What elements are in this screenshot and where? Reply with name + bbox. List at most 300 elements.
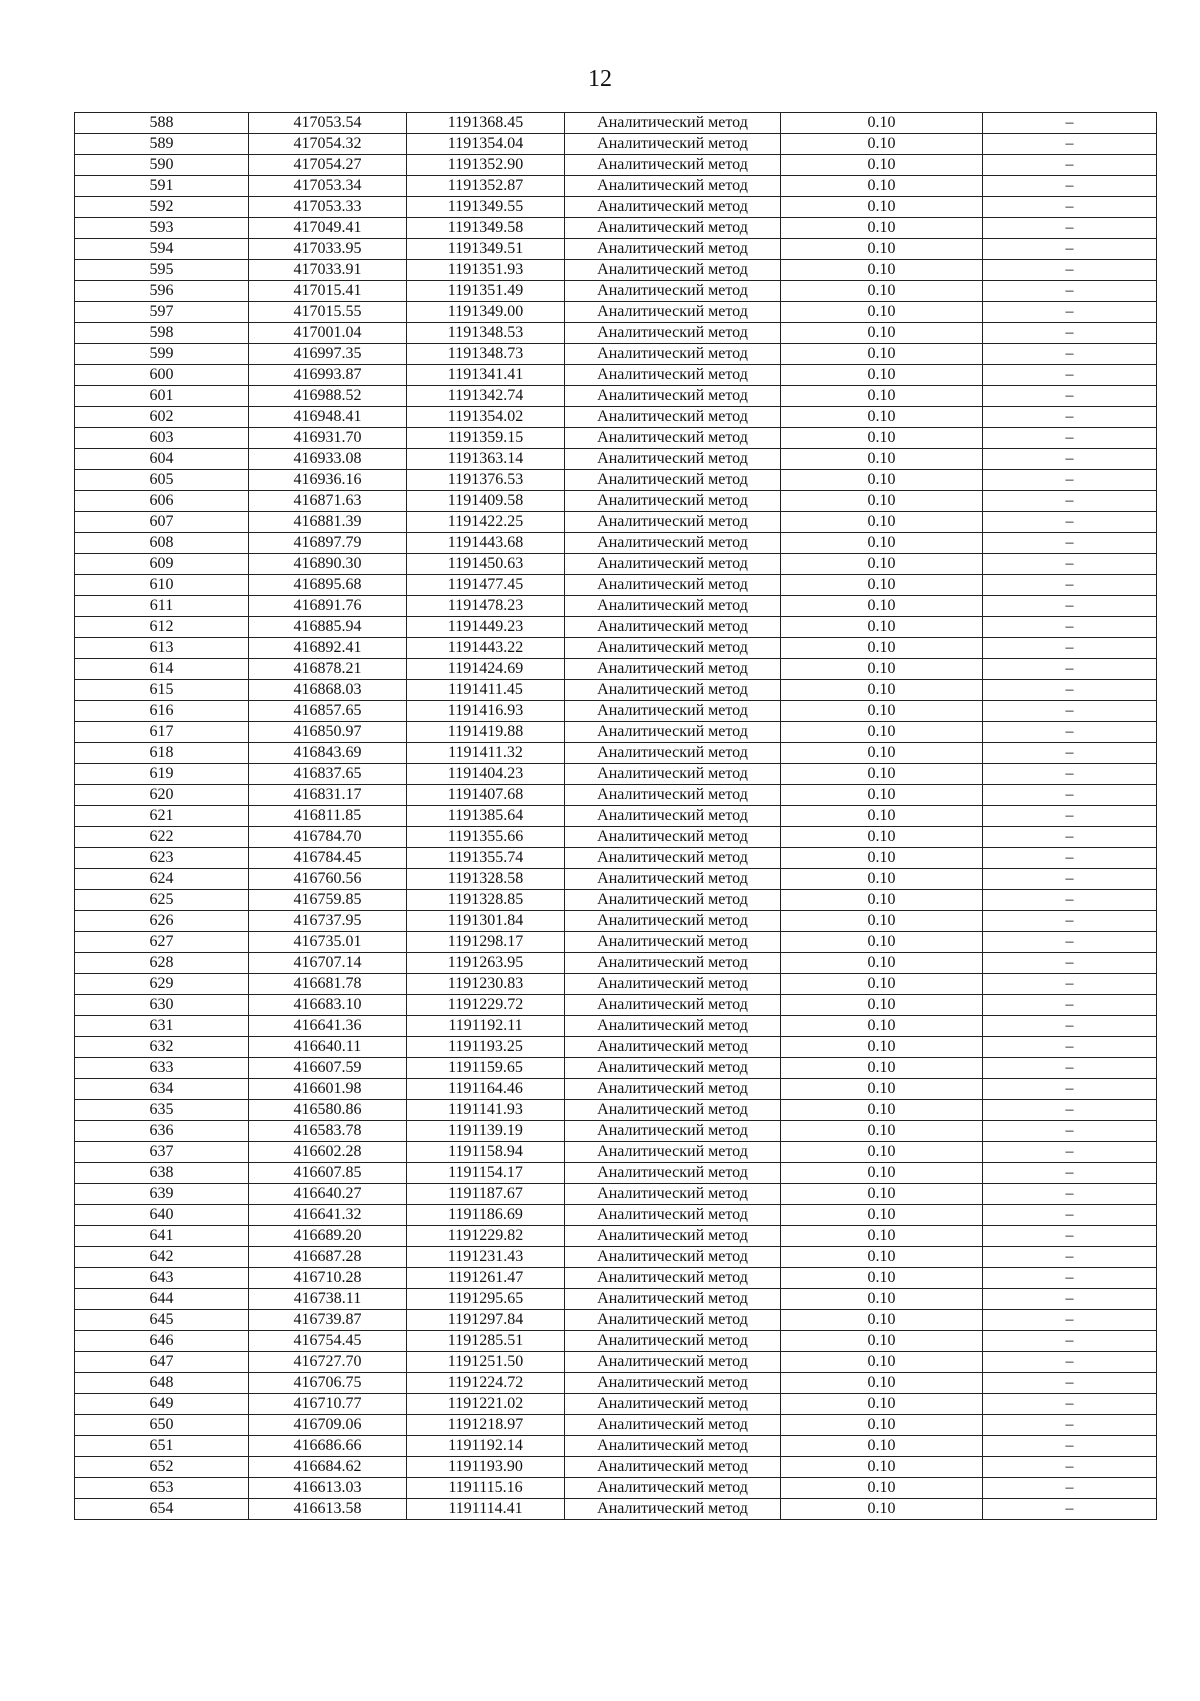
accuracy-cell: 0.10 <box>781 1016 983 1037</box>
x-coordinate-cell: 416784.45 <box>249 848 407 869</box>
point-number-cell: 611 <box>75 596 249 617</box>
x-coordinate-cell: 416709.06 <box>249 1415 407 1436</box>
point-number-cell: 614 <box>75 659 249 680</box>
y-coordinate-cell: 1191404.23 <box>407 764 565 785</box>
method-cell: Аналитический метод <box>565 1289 781 1310</box>
note-cell: – <box>983 1436 1157 1457</box>
x-coordinate-cell: 416681.78 <box>249 974 407 995</box>
x-coordinate-cell: 416993.87 <box>249 365 407 386</box>
y-coordinate-cell: 1191193.25 <box>407 1037 565 1058</box>
accuracy-cell: 0.10 <box>781 491 983 512</box>
x-coordinate-cell: 416641.36 <box>249 1016 407 1037</box>
point-number-cell: 607 <box>75 512 249 533</box>
y-coordinate-cell: 1191187.67 <box>407 1184 565 1205</box>
point-number-cell: 608 <box>75 533 249 554</box>
note-cell: – <box>983 470 1157 491</box>
note-cell: – <box>983 1100 1157 1121</box>
method-cell: Аналитический метод <box>565 617 781 638</box>
note-cell: – <box>983 197 1157 218</box>
method-cell: Аналитический метод <box>565 1037 781 1058</box>
note-cell: – <box>983 1037 1157 1058</box>
point-number-cell: 651 <box>75 1436 249 1457</box>
x-coordinate-cell: 417033.91 <box>249 260 407 281</box>
method-cell: Аналитический метод <box>565 491 781 512</box>
note-cell: – <box>983 1121 1157 1142</box>
x-coordinate-cell: 416871.63 <box>249 491 407 512</box>
table-row <box>75 1289 1157 1310</box>
accuracy-cell: 0.10 <box>781 974 983 995</box>
note-cell: – <box>983 1352 1157 1373</box>
note-cell: – <box>983 680 1157 701</box>
method-cell: Аналитический метод <box>565 533 781 554</box>
note-cell: – <box>983 428 1157 449</box>
point-number-cell: 641 <box>75 1226 249 1247</box>
x-coordinate-cell: 416784.70 <box>249 827 407 848</box>
accuracy-cell: 0.10 <box>781 1100 983 1121</box>
y-coordinate-cell: 1191141.93 <box>407 1100 565 1121</box>
accuracy-cell: 0.10 <box>781 365 983 386</box>
table-row <box>75 512 1157 533</box>
note-cell: – <box>983 365 1157 386</box>
table-row <box>75 1310 1157 1331</box>
point-number-cell: 647 <box>75 1352 249 1373</box>
note-cell: – <box>983 1457 1157 1478</box>
x-coordinate-cell: 416686.66 <box>249 1436 407 1457</box>
note-cell: – <box>983 953 1157 974</box>
note-cell: – <box>983 1079 1157 1100</box>
accuracy-cell: 0.10 <box>781 428 983 449</box>
method-cell: Аналитический метод <box>565 1163 781 1184</box>
y-coordinate-cell: 1191348.53 <box>407 323 565 344</box>
point-number-cell: 595 <box>75 260 249 281</box>
accuracy-cell: 0.10 <box>781 302 983 323</box>
note-cell: – <box>983 1184 1157 1205</box>
x-coordinate-cell: 416710.28 <box>249 1268 407 1289</box>
note-cell: – <box>983 1373 1157 1394</box>
table-row <box>75 869 1157 890</box>
point-number-cell: 591 <box>75 176 249 197</box>
point-number-cell: 652 <box>75 1457 249 1478</box>
accuracy-cell: 0.10 <box>781 1436 983 1457</box>
method-cell: Аналитический метод <box>565 449 781 470</box>
table-row <box>75 197 1157 218</box>
table-row <box>75 449 1157 470</box>
point-number-cell: 589 <box>75 134 249 155</box>
y-coordinate-cell: 1191354.02 <box>407 407 565 428</box>
y-coordinate-cell: 1191251.50 <box>407 1352 565 1373</box>
point-number-cell: 606 <box>75 491 249 512</box>
table-row <box>75 1058 1157 1079</box>
method-cell: Аналитический метод <box>565 260 781 281</box>
method-cell: Аналитический метод <box>565 470 781 491</box>
note-cell: – <box>983 407 1157 428</box>
accuracy-cell: 0.10 <box>781 113 983 134</box>
x-coordinate-cell: 417015.55 <box>249 302 407 323</box>
point-number-cell: 635 <box>75 1100 249 1121</box>
point-number-cell: 603 <box>75 428 249 449</box>
y-coordinate-cell: 1191229.72 <box>407 995 565 1016</box>
point-number-cell: 588 <box>75 113 249 134</box>
y-coordinate-cell: 1191349.51 <box>407 239 565 260</box>
note-cell: – <box>983 932 1157 953</box>
y-coordinate-cell: 1191352.87 <box>407 176 565 197</box>
method-cell: Аналитический метод <box>565 1016 781 1037</box>
note-cell: – <box>983 1163 1157 1184</box>
x-coordinate-cell: 416583.78 <box>249 1121 407 1142</box>
note-cell: – <box>983 302 1157 323</box>
x-coordinate-cell: 416891.76 <box>249 596 407 617</box>
x-coordinate-cell: 417053.34 <box>249 176 407 197</box>
method-cell: Аналитический метод <box>565 1478 781 1499</box>
method-cell: Аналитический метод <box>565 995 781 1016</box>
point-number-cell: 615 <box>75 680 249 701</box>
x-coordinate-cell: 416831.17 <box>249 785 407 806</box>
y-coordinate-cell: 1191298.17 <box>407 932 565 953</box>
x-coordinate-cell: 416689.20 <box>249 1226 407 1247</box>
method-cell: Аналитический метод <box>565 1457 781 1478</box>
table-row <box>75 1331 1157 1352</box>
x-coordinate-cell: 416684.62 <box>249 1457 407 1478</box>
table-row <box>75 1457 1157 1478</box>
y-coordinate-cell: 1191186.69 <box>407 1205 565 1226</box>
note-cell: – <box>983 722 1157 743</box>
accuracy-cell: 0.10 <box>781 155 983 176</box>
method-cell: Аналитический метод <box>565 512 781 533</box>
point-number-cell: 640 <box>75 1205 249 1226</box>
point-number-cell: 650 <box>75 1415 249 1436</box>
accuracy-cell: 0.10 <box>781 176 983 197</box>
y-coordinate-cell: 1191354.04 <box>407 134 565 155</box>
method-cell: Аналитический метод <box>565 974 781 995</box>
note-cell: – <box>983 806 1157 827</box>
point-number-cell: 602 <box>75 407 249 428</box>
note-cell: – <box>983 1289 1157 1310</box>
accuracy-cell: 0.10 <box>781 1478 983 1499</box>
x-coordinate-cell: 416811.85 <box>249 806 407 827</box>
point-number-cell: 599 <box>75 344 249 365</box>
y-coordinate-cell: 1191407.68 <box>407 785 565 806</box>
method-cell: Аналитический метод <box>565 1394 781 1415</box>
accuracy-cell: 0.10 <box>781 533 983 554</box>
accuracy-cell: 0.10 <box>781 1310 983 1331</box>
note-cell: – <box>983 218 1157 239</box>
accuracy-cell: 0.10 <box>781 197 983 218</box>
point-number-cell: 643 <box>75 1268 249 1289</box>
table-row <box>75 323 1157 344</box>
table-row <box>75 281 1157 302</box>
point-number-cell: 629 <box>75 974 249 995</box>
method-cell: Аналитический метод <box>565 869 781 890</box>
point-number-cell: 596 <box>75 281 249 302</box>
point-number-cell: 601 <box>75 386 249 407</box>
point-number-cell: 605 <box>75 470 249 491</box>
note-cell: – <box>983 638 1157 659</box>
point-number-cell: 633 <box>75 1058 249 1079</box>
x-coordinate-cell: 416607.85 <box>249 1163 407 1184</box>
method-cell: Аналитический метод <box>565 596 781 617</box>
point-number-cell: 594 <box>75 239 249 260</box>
accuracy-cell: 0.10 <box>781 869 983 890</box>
x-coordinate-cell: 416707.14 <box>249 953 407 974</box>
method-cell: Аналитический метод <box>565 953 781 974</box>
point-number-cell: 619 <box>75 764 249 785</box>
x-coordinate-cell: 416878.21 <box>249 659 407 680</box>
x-coordinate-cell: 416931.70 <box>249 428 407 449</box>
page-number: 12 <box>588 66 612 92</box>
x-coordinate-cell: 417015.41 <box>249 281 407 302</box>
accuracy-cell: 0.10 <box>781 1205 983 1226</box>
method-cell: Аналитический метод <box>565 239 781 260</box>
table-row <box>75 575 1157 596</box>
y-coordinate-cell: 1191139.19 <box>407 1121 565 1142</box>
method-cell: Аналитический метод <box>565 1268 781 1289</box>
point-number-cell: 612 <box>75 617 249 638</box>
accuracy-cell: 0.10 <box>781 1079 983 1100</box>
point-number-cell: 597 <box>75 302 249 323</box>
table-row <box>75 848 1157 869</box>
y-coordinate-cell: 1191301.84 <box>407 911 565 932</box>
y-coordinate-cell: 1191450.63 <box>407 554 565 575</box>
accuracy-cell: 0.10 <box>781 1415 983 1436</box>
method-cell: Аналитический метод <box>565 890 781 911</box>
method-cell: Аналитический метод <box>565 848 781 869</box>
point-number-cell: 626 <box>75 911 249 932</box>
y-coordinate-cell: 1191376.53 <box>407 470 565 491</box>
accuracy-cell: 0.10 <box>781 827 983 848</box>
method-cell: Аналитический метод <box>565 407 781 428</box>
accuracy-cell: 0.10 <box>781 407 983 428</box>
accuracy-cell: 0.10 <box>781 722 983 743</box>
table-row <box>75 974 1157 995</box>
accuracy-cell: 0.10 <box>781 1058 983 1079</box>
x-coordinate-cell: 416687.28 <box>249 1247 407 1268</box>
table-row <box>75 533 1157 554</box>
point-number-cell: 616 <box>75 701 249 722</box>
x-coordinate-cell: 417033.95 <box>249 239 407 260</box>
method-cell: Аналитический метод <box>565 1415 781 1436</box>
note-cell: – <box>983 1226 1157 1247</box>
method-cell: Аналитический метод <box>565 680 781 701</box>
table-row <box>75 1079 1157 1100</box>
table-row <box>75 764 1157 785</box>
point-number-cell: 638 <box>75 1163 249 1184</box>
x-coordinate-cell: 416735.01 <box>249 932 407 953</box>
x-coordinate-cell: 416613.58 <box>249 1499 407 1520</box>
note-cell: – <box>983 1331 1157 1352</box>
method-cell: Аналитический метод <box>565 344 781 365</box>
x-coordinate-cell: 416602.28 <box>249 1142 407 1163</box>
method-cell: Аналитический метод <box>565 1331 781 1352</box>
method-cell: Аналитический метод <box>565 1352 781 1373</box>
table-row <box>75 1184 1157 1205</box>
table-row <box>75 1100 1157 1121</box>
point-number-cell: 625 <box>75 890 249 911</box>
table-row <box>75 428 1157 449</box>
table-row <box>75 176 1157 197</box>
y-coordinate-cell: 1191443.68 <box>407 533 565 554</box>
method-cell: Аналитический метод <box>565 1205 781 1226</box>
method-cell: Аналитический метод <box>565 197 781 218</box>
table-body <box>75 113 1157 1520</box>
y-coordinate-cell: 1191193.90 <box>407 1457 565 1478</box>
x-coordinate-cell: 416641.32 <box>249 1205 407 1226</box>
table-row <box>75 155 1157 176</box>
table-row <box>75 1352 1157 1373</box>
point-number-cell: 624 <box>75 869 249 890</box>
y-coordinate-cell: 1191348.73 <box>407 344 565 365</box>
point-number-cell: 648 <box>75 1373 249 1394</box>
x-coordinate-cell: 416997.35 <box>249 344 407 365</box>
accuracy-cell: 0.10 <box>781 659 983 680</box>
y-coordinate-cell: 1191352.90 <box>407 155 565 176</box>
y-coordinate-cell: 1191158.94 <box>407 1142 565 1163</box>
method-cell: Аналитический метод <box>565 1499 781 1520</box>
x-coordinate-cell: 417049.41 <box>249 218 407 239</box>
note-cell: – <box>983 1205 1157 1226</box>
table-row <box>75 134 1157 155</box>
x-coordinate-cell: 416640.27 <box>249 1184 407 1205</box>
x-coordinate-cell: 416885.94 <box>249 617 407 638</box>
y-coordinate-cell: 1191159.65 <box>407 1058 565 1079</box>
note-cell: – <box>983 386 1157 407</box>
accuracy-cell: 0.10 <box>781 1331 983 1352</box>
x-coordinate-cell: 416897.79 <box>249 533 407 554</box>
y-coordinate-cell: 1191349.00 <box>407 302 565 323</box>
x-coordinate-cell: 416857.65 <box>249 701 407 722</box>
table-row <box>75 302 1157 323</box>
table-row <box>75 1394 1157 1415</box>
y-coordinate-cell: 1191154.17 <box>407 1163 565 1184</box>
y-coordinate-cell: 1191164.46 <box>407 1079 565 1100</box>
y-coordinate-cell: 1191385.64 <box>407 806 565 827</box>
x-coordinate-cell: 417053.33 <box>249 197 407 218</box>
method-cell: Аналитический метод <box>565 911 781 932</box>
note-cell: – <box>983 827 1157 848</box>
table-row <box>75 701 1157 722</box>
y-coordinate-cell: 1191363.14 <box>407 449 565 470</box>
point-number-cell: 637 <box>75 1142 249 1163</box>
note-cell: – <box>983 1016 1157 1037</box>
accuracy-cell: 0.10 <box>781 743 983 764</box>
x-coordinate-cell: 416843.69 <box>249 743 407 764</box>
x-coordinate-cell: 416933.08 <box>249 449 407 470</box>
method-cell: Аналитический метод <box>565 764 781 785</box>
accuracy-cell: 0.10 <box>781 260 983 281</box>
method-cell: Аналитический метод <box>565 428 781 449</box>
x-coordinate-cell: 416760.56 <box>249 869 407 890</box>
point-number-cell: 592 <box>75 197 249 218</box>
table-row <box>75 1478 1157 1499</box>
table-row <box>75 659 1157 680</box>
method-cell: Аналитический метод <box>565 218 781 239</box>
table-row <box>75 1373 1157 1394</box>
x-coordinate-cell: 416868.03 <box>249 680 407 701</box>
accuracy-cell: 0.10 <box>781 1121 983 1142</box>
accuracy-cell: 0.10 <box>781 1394 983 1415</box>
x-coordinate-cell: 416988.52 <box>249 386 407 407</box>
accuracy-cell: 0.10 <box>781 1247 983 1268</box>
note-cell: – <box>983 260 1157 281</box>
x-coordinate-cell: 416613.03 <box>249 1478 407 1499</box>
note-cell: – <box>983 176 1157 197</box>
method-cell: Аналитический метод <box>565 155 781 176</box>
table-row <box>75 1226 1157 1247</box>
table-row <box>75 743 1157 764</box>
table-row <box>75 932 1157 953</box>
y-coordinate-cell: 1191231.43 <box>407 1247 565 1268</box>
note-cell: – <box>983 491 1157 512</box>
point-number-cell: 593 <box>75 218 249 239</box>
accuracy-cell: 0.10 <box>781 470 983 491</box>
accuracy-cell: 0.10 <box>781 386 983 407</box>
method-cell: Аналитический метод <box>565 701 781 722</box>
y-coordinate-cell: 1191349.58 <box>407 218 565 239</box>
table-row <box>75 827 1157 848</box>
accuracy-cell: 0.10 <box>781 995 983 1016</box>
y-coordinate-cell: 1191192.11 <box>407 1016 565 1037</box>
point-number-cell: 620 <box>75 785 249 806</box>
note-cell: – <box>983 785 1157 806</box>
table-row <box>75 680 1157 701</box>
note-cell: – <box>983 659 1157 680</box>
accuracy-cell: 0.10 <box>781 575 983 596</box>
table-row <box>75 1016 1157 1037</box>
accuracy-cell: 0.10 <box>781 932 983 953</box>
note-cell: – <box>983 911 1157 932</box>
x-coordinate-cell: 416640.11 <box>249 1037 407 1058</box>
table-row <box>75 1247 1157 1268</box>
table-row <box>75 617 1157 638</box>
note-cell: – <box>983 155 1157 176</box>
y-coordinate-cell: 1191342.74 <box>407 386 565 407</box>
x-coordinate-cell: 417001.04 <box>249 323 407 344</box>
x-coordinate-cell: 416683.10 <box>249 995 407 1016</box>
y-coordinate-cell: 1191114.41 <box>407 1499 565 1520</box>
point-number-cell: 654 <box>75 1499 249 1520</box>
x-coordinate-cell: 416948.41 <box>249 407 407 428</box>
note-cell: – <box>983 1478 1157 1499</box>
x-coordinate-cell: 416607.59 <box>249 1058 407 1079</box>
table-row <box>75 1142 1157 1163</box>
x-coordinate-cell: 416738.11 <box>249 1289 407 1310</box>
table-row <box>75 239 1157 260</box>
method-cell: Аналитический метод <box>565 1247 781 1268</box>
y-coordinate-cell: 1191295.65 <box>407 1289 565 1310</box>
y-coordinate-cell: 1191349.55 <box>407 197 565 218</box>
accuracy-cell: 0.10 <box>781 1037 983 1058</box>
accuracy-cell: 0.10 <box>781 911 983 932</box>
y-coordinate-cell: 1191409.58 <box>407 491 565 512</box>
note-cell: – <box>983 701 1157 722</box>
table-row <box>75 218 1157 239</box>
table-row <box>75 1163 1157 1184</box>
x-coordinate-cell: 416892.41 <box>249 638 407 659</box>
point-number-cell: 634 <box>75 1079 249 1100</box>
method-cell: Аналитический метод <box>565 743 781 764</box>
x-coordinate-cell: 416601.98 <box>249 1079 407 1100</box>
point-number-cell: 630 <box>75 995 249 1016</box>
y-coordinate-cell: 1191285.51 <box>407 1331 565 1352</box>
method-cell: Аналитический метод <box>565 134 781 155</box>
method-cell: Аналитический метод <box>565 1310 781 1331</box>
y-coordinate-cell: 1191478.23 <box>407 596 565 617</box>
table-row <box>75 554 1157 575</box>
method-cell: Аналитический метод <box>565 302 781 323</box>
y-coordinate-cell: 1191359.15 <box>407 428 565 449</box>
method-cell: Аналитический метод <box>565 1142 781 1163</box>
accuracy-cell: 0.10 <box>781 890 983 911</box>
accuracy-cell: 0.10 <box>781 512 983 533</box>
